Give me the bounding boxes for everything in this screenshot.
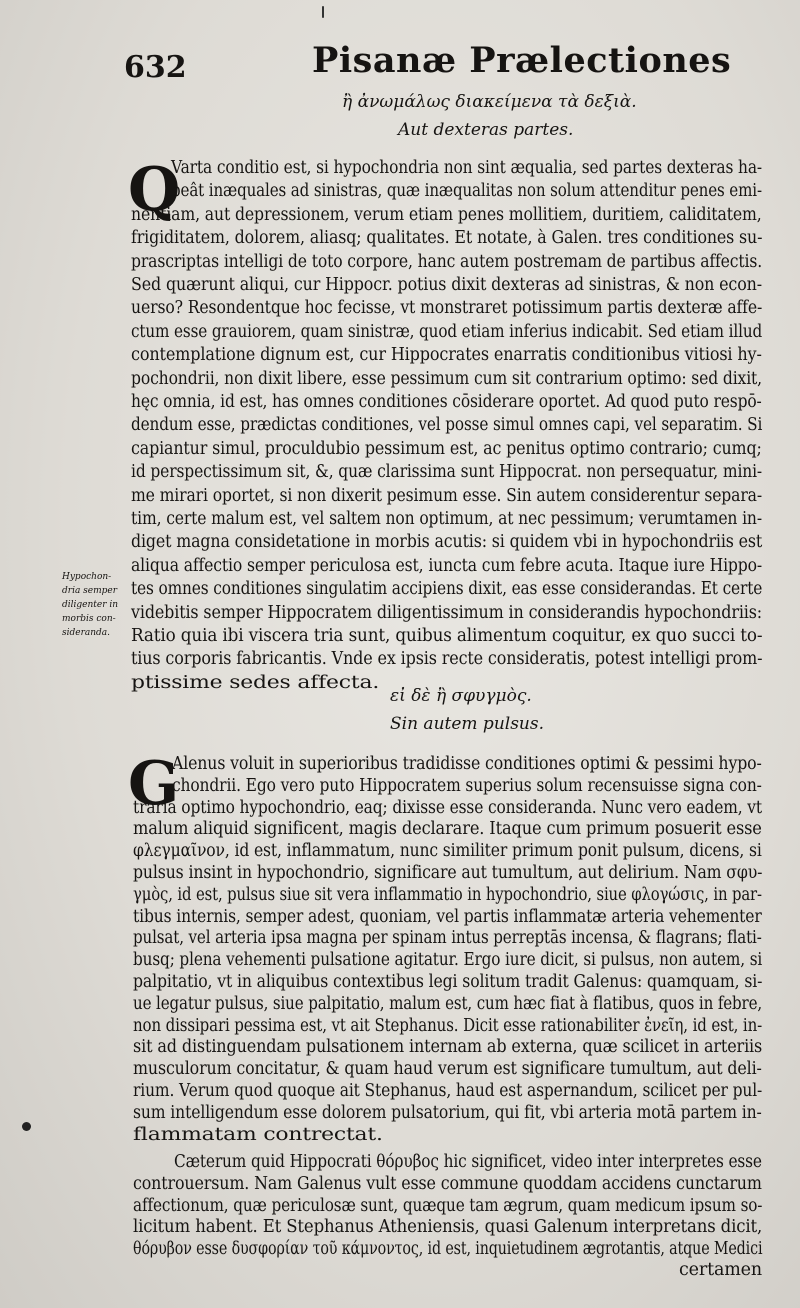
drop-cap-q: Q [128,155,181,225]
greek-lemma-2: εἰ δὲ ἢ σφυγμὸς. [390,686,532,706]
text-line: diget magna considetatione in morbis acutis: si quidem vbi in hypochondriis est [131,532,763,553]
text-line: ctum esse grauiorem, quam sinistræ, quod etiam inferius indicabit. Sed etiam illud [131,321,763,342]
ink-spot [22,1122,31,1131]
running-head: Pisanæ Prælectiones [312,40,732,81]
text-line: id perspectissimum sit, &, quæ clarissima sunt Hippocrat. non persequatur, mini- [131,462,763,483]
text-line: affectionum, quæ periculosæ sunt, quæque tam ægrum, quam medicum ipsum so- [133,1195,763,1216]
text-line: pulsus insint in hypochondrio, significare aut tumultum, aut delirium. Nam σφυ- [133,863,763,883]
text-line: tius corporis fabricantis. Vnde ex ipsis recte consideratis, potest intelligi prom- [131,649,763,670]
marginal-note-line: morbis con- [62,614,116,624]
text-line: tibus internis, semper adest, quoniam, vel partis inflammatæ arteria vehementer [133,906,762,927]
marginal-note-line: diligenter in [62,600,119,610]
text-line: musculorum concitatur, & quam haud verum est significare tumultum, aut deli- [133,1059,762,1080]
text-line: frigiditatem, dolorem, aliasq; qualitates. Et notate, à Galen. tres conditiones su- [131,228,763,249]
marginal-note-line: sideranda. [62,628,111,638]
marginal-note-line: Hypochon- [62,572,112,582]
text-line: tes omnes conditiones singulatim accipiens dixit, eas esse considerandas. Et certe [131,579,763,600]
text-line: Ratio quia ibi viscera tria sunt, quibus alimentum coquitur, ex quo succi to- [131,626,763,646]
text-line: uerso? Resondentque hoc fecisse, vt monstraret potissimum partis dexteræ affe- [131,298,763,319]
drop-cap-g: G [128,749,180,819]
text-line: aliqua affectio semper periculosa est, iuncta cum febre acuta. Itaque iure Hippo- [131,555,763,576]
text-line: beât inæquales ad sinistras, quæ inæqualitas non solum attenditur penes emi- [171,181,762,202]
text-line: chondrii. Ego vero puto Hippocratem superius solum recensuisse signa con- [172,775,762,796]
marginal-note [62,570,132,640]
text-line: Sed quærunt aliqui, cur Hippocr. potius dixit dexteras ad sinistras, & non econ- [131,275,762,295]
text-line: nentiam, aut depressionem, verum etiam penes mollitiem, duritiem, caliditatem, [131,204,762,225]
text-line: capiantur simul, proculdubio pessimum est, ac penitus optimo contrario; cumq; [131,438,762,459]
text-line: Alenus voluit in superioribus tradidisse conditiones optimi & pessimi hypo- [172,754,762,774]
text-line: γμὸς, id est, pulsus siue sit vera inflammatio in hypochondrio, siue φλογώσις, in par- [133,884,762,905]
greek-lemma-1: ἢ ἀνωμάλως διακείμενα τὰ δεξιὰ. [342,92,637,112]
ink-mark [322,6,324,18]
text-line: Cæterum quid Hippocrati θόρυβος hic significet, video inter interpretes esse [174,1152,762,1172]
text-line: licitum habent. Et Stephanus Atheniensis, quasi Galenum interpretans dicit, [133,1217,763,1238]
text-line: malum aliquid significent, magis declarare. Itaque cum primum posuerit esse [133,819,762,840]
text-line: pulsat, vel arteria ipsa magna per spinam intus perreptās incensa, & flagrans; flati- [133,928,762,949]
text-line: θόρυβον esse δυσφορίαν τοῦ κάμνοντος, id est, inquietudinem ægrotantis, atque Medici [133,1239,763,1260]
page-number: 632 [124,50,187,85]
text-line: flammatam contrectat. [133,1124,383,1145]
catchword: certamen [679,1260,763,1280]
text-line: sit ad distinguendam pulsationem internam ab externa, quæ scilicet in arteriis [133,1037,763,1058]
text-line: ue legatur pulsus, siue palpitatio, malum est, cum hæc fiat à flatibus, quos in febre, [133,993,763,1014]
text-line: traria optimo hypochondrio, eaq; dixisse esse consideranda. Nunc vero eadem, vt [133,797,762,818]
text-line: videbitis semper Hippocratem diligentissimum in considerandis hypochondriis: [131,602,763,623]
latin-lemma-2: Sin autem pulsus. [390,714,545,734]
text-line: tim, certe malum est, vel saltem non optimum, at nec pessimum; verumtamen in- [131,509,762,529]
text-line: sum intelligendum esse dolorem pulsatorium, qui fit, vbi arteria motā partem in- [133,1102,762,1123]
text-line: rium. Verum quod quoque ait Stephanus, haud est aspernandum, scilicet per pul- [133,1081,763,1101]
latin-lemma-1: Aut dexteras partes. [398,120,574,140]
text-line: non dissipari pessima est, vt ait Stephanus. Dicit esse rationabiliter ἐνεῖη, id est, in- [133,1015,763,1036]
text-line: prascriptas intelligi de toto corpore, hanc autem postremam de partibus affectis. [131,251,763,272]
text-line: controuersum. Nam Galenus vult esse commune quoddam accidens cunctarum [133,1173,762,1194]
text-line: pochondrii, non dixit libere, esse pessimum cum sit contrarium optimo: sed dixit, [131,368,762,389]
text-line: Varta conditio est, si hypochondria non sint æqualia, sed partes dexteras ha- [171,158,763,178]
text-line: dendum esse, prædictas conditiones, vel posse simul omnes capi, vel separatim. Si [131,415,763,436]
text-line: φλεγμαῖνον, id est, inflammatum, nunc similiter primum ponit pulsum, dicens, si [133,841,762,862]
text-line: hęc omnia, id est, has omnes conditiones cōsiderare oportet. Ad quod puto respō- [131,392,762,412]
text-line: contemplatione dignum est, cur Hippocrates enarratis conditionibus vitiosi hy- [131,345,762,366]
text-line: busq; plena vehementi pulsatione agitatur. Ergo iure dicit, si pulsus, non autem, si [133,950,763,971]
text-line: palpitatio, vt in aliquibus contextibus legi solitum tradit Galenus: quamquam, si- [133,972,763,992]
marginal-note-line: dria semper [62,586,118,596]
text-line: ptissime sedes affecta. [131,672,380,693]
text-line: me mirari oportet, si non dixerit pesimum esse. Sin autem considerentur separa- [131,485,763,506]
